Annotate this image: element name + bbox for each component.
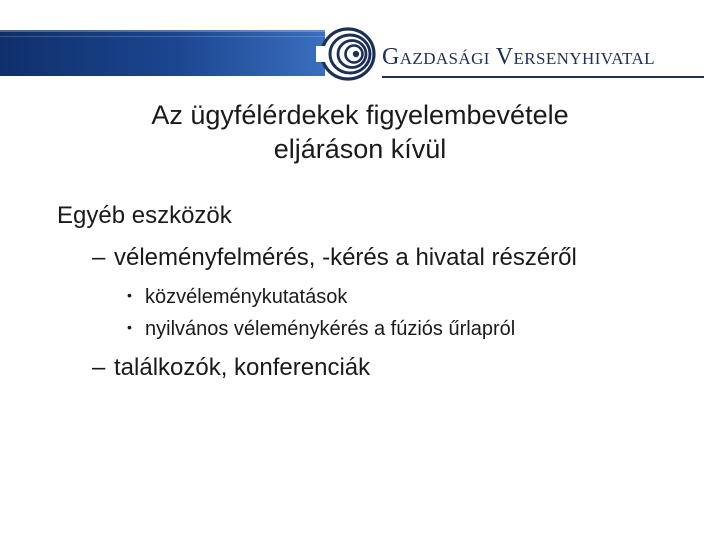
header-bar (0, 30, 325, 76)
title-line-1: Az ügyfélérdekek figyelembevétele (151, 100, 569, 130)
list-item-level3 (127, 318, 515, 341)
list-item-level2 (92, 244, 577, 272)
title-line-2: eljáráson kívül (273, 134, 447, 164)
spiral-logo-icon (316, 24, 376, 84)
list-item-text: véleményfelmérés, -kérés a hivatal részéről (114, 244, 577, 271)
bullet-marker: • (127, 287, 132, 303)
dash-marker: – (92, 354, 106, 381)
dash-marker: – (92, 244, 106, 271)
bullet-marker: • (127, 319, 132, 335)
list-item-text: közvéleménykutatások (145, 286, 348, 308)
list-item-level3 (127, 286, 347, 309)
brand-name: Gazdasági Versenyhivatal (382, 44, 655, 70)
list-item-level2 (92, 354, 370, 382)
list-item-text: Egyéb eszközök (57, 202, 232, 229)
list-item-text: nyilvános véleménykérés a fúziós űrlapról (145, 318, 516, 340)
brand-underline (382, 76, 704, 78)
list-item-level1 (57, 202, 232, 230)
list-item-text: találkozók, konferenciák (114, 354, 371, 381)
slide-title (60, 98, 660, 166)
